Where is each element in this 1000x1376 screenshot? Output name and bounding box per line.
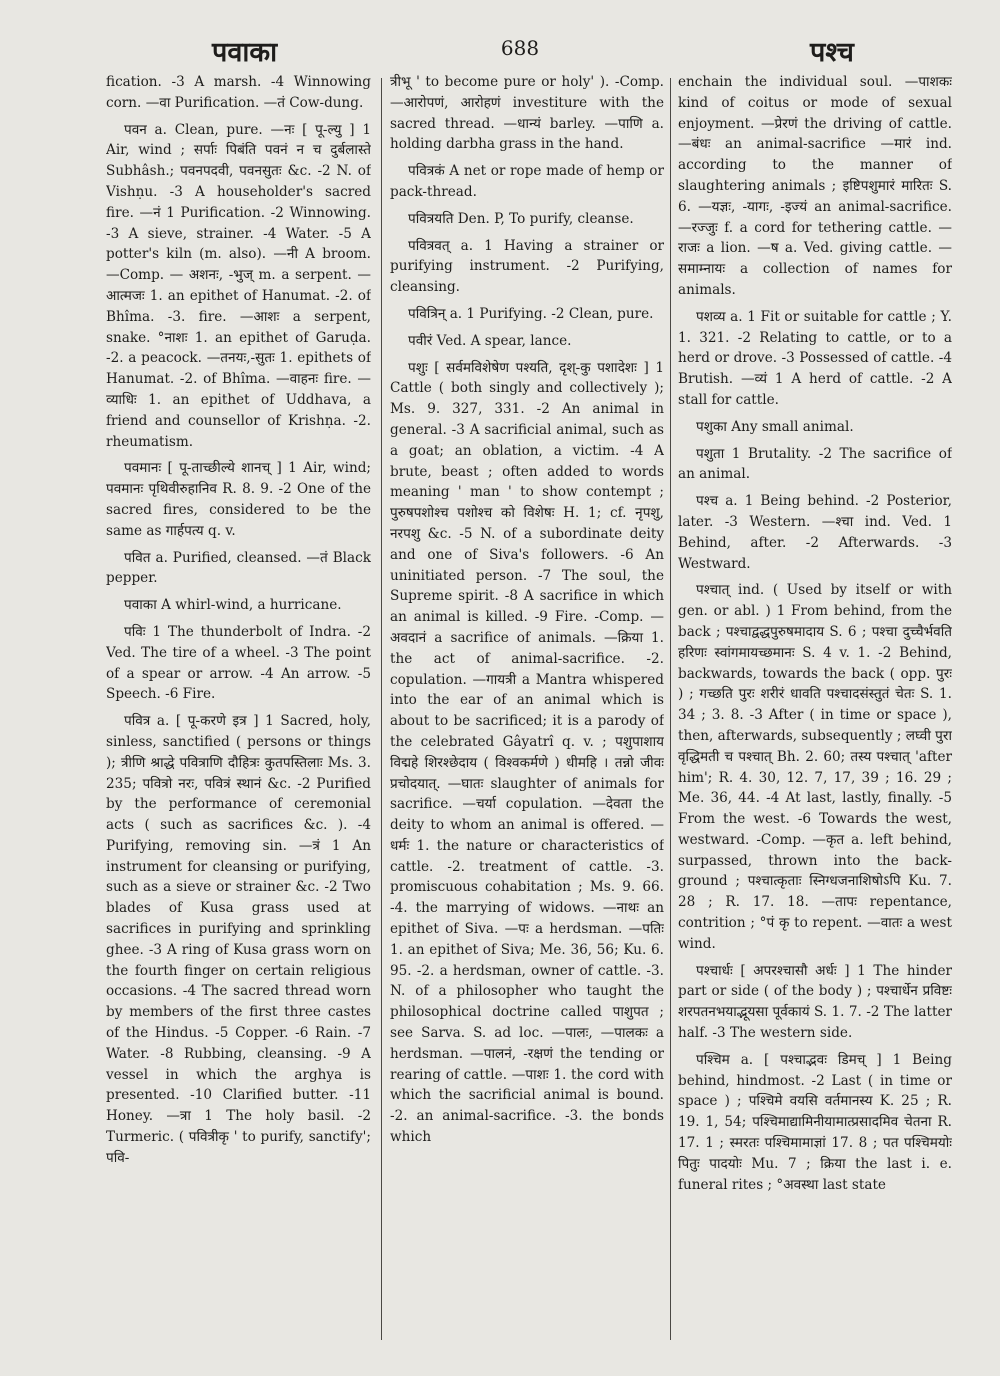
entry: पवीरं Ved. A spear, lance. xyxy=(408,332,572,349)
entry: पवित्रकं A net or rope made of hemp or pack-thread. xyxy=(390,163,664,200)
entry: पवित a. Purified, cleansed. —तं Black pepper. xyxy=(106,549,371,587)
page-number: 688 xyxy=(500,36,540,60)
entry: पवित्रवत् a. 1 Having a strainer or purifying instrument. -2 Purifying, cleansing. xyxy=(390,237,664,296)
entry: पवित्रयति Den. P, To purify, cleanse. xyxy=(408,210,634,227)
right-running-headword: पश्च xyxy=(810,37,854,68)
page-header xyxy=(0,22,1000,74)
entry: पश्चिम a. [ पश्चाद्भवः डिमच् ] 1 Being behind, hindmost. -2 Last ( in time or space ) ; पश्चिमे वयसि वर्तमानस्य K. 25 ; R. 19. 1, 54; पश्चिमाद्यामिनीयामात्प्रसादमिव चेतना R. 17. 1 ; स्मरतः पश्चिमामाज्ञां 17. 8 ; पत पश्चिमयोः पितुः पादयोः Mu. 7 ; क्रिया the last i. e. funeral rites ; °अवस्था last state xyxy=(678,1051,952,1193)
entry: पशव्य a. 1 Fit or suitable for cattle ; Y. 1. 321. -2 Relating to cattle, or to a herd or drove. -3 Possessed of cattle. -4 Brutish. —व्यं 1 A herd of cattle. -2 A stall for cattle. xyxy=(678,308,952,408)
left-running-headword: पवाका xyxy=(212,37,278,68)
entry: पश्च a. 1 Being behind. -2 Posterior, later. -3 Western. —श्चा ind. Ved. 1 Behind, after. -2 Afterwards. -3 Westward. xyxy=(678,493,952,572)
entry: enchain the individual soul. —पाशकः kind of coitus or mode of sexual enjoyment. —प्रेरणं the driving of cattle. —बंधः an animal-sacrifice —मारं ind. according to the manner of slaughtering animals ; इष्टिपशुमारं मारितः S. 6. —यज्ञः, -यागः, -इज्यं an animal-sacrifice. —रज्जुः f. a cord for tethering cattle. —राजः a lion. —ष a. Ved. giving cattle. —समाम्नायः a collection of names for animals. xyxy=(678,74,952,298)
entry: पवाका A whirl-wind, a hurricane. xyxy=(124,597,342,614)
entry: पश्चार्धः [ अपरश्चासौ अर्धः ] 1 The hinder part or side ( of the body ) ; पश्चार्धेन प्रविष्टः शरपतनभयाद्भूयसा पूर्वकायं S. 1. 7. -2 The latter half. -3 The western side. xyxy=(678,962,952,1042)
entry: पवन a. Clean, pure. —नः [ पू-ल्यु ] 1 Air, wind ; सर्पाः पिबंति पवनं न च दुर्बलास्ते Subhâsh.; पवनपदवी, पवनसुतः &c. -2 N. of Vishṇu. -3 A householder's sacred fire. —नं 1 Purification. -2 Winnowing. -3 A sieve, strainer. -4 Water. -5 A potter's kiln (m. also). —नी A broom. —Comp. — अशनः, -भुज् m. a serpent. —आत्मजः 1. an epithet of Hanumat. -2. of Bhîma. -3. fire. —आशः a serpent, snake. °नाशः 1. an epithet of Garuḍa. -2. a peacock. —तनयः,-सुतः 1. epithets of Hanumat. -2. of Bhîma. —वाहनः fire. —व्याधिः 1. an epithet of Uddhava, a friend and counsellor of Krishṇa. -2. rheumatism. xyxy=(106,121,371,450)
entry: पवित्र a. [ पू-करणे इत्र ] 1 Sacred, holy, sinless, sanctified ( persons or things ); त्रीणि श्राद्धे पवित्राणि दौहित्रः कुतपस्तिलाः Ms. 3. 235; पवित्रो नरः, पवित्रं स्थानं &c. -2 Purified by the performance of ceremonial acts ( such as sacrifices &c. ). -4 Purifying, removing sin. —त्रं 1 An instrument for cleansing or purifying, such as a sieve or strainer &c. -2 Two blades of Kusa grass used at sacrifices in purifying and sprinkling ghee. -3 A ring of Kusa grass worn on the fourth finger on certain religious occasions. -4 The sacred thread worn by members of the first three castes of the Hindus. -5 Copper. -6 Rain. -7 Water. -8 Rubbing, cleansing. -9 A vessel in which the arghya is presented. -10 Clarified butter. -11 Honey. —त्रा 1 The holy basil. -2 Turmeric. ( पवित्रीकृ ' to purify, sanctify'; पवि- xyxy=(106,713,371,1166)
entry: fication. -3 A marsh. -4 Winnowing corn. —वा Purification. —तं Cow-dung. xyxy=(106,74,371,111)
entry: पवमानः [ पू-ताच्छील्ये शानच् ] 1 Air, wind; पवमानः पृथिवीरुहानिव R. 8. 9. -2 One of the sacred fires, considered to be the same as गार्हपत्य q. v. xyxy=(106,460,371,539)
entry: पशुका Any small animal. xyxy=(696,418,854,435)
column-right xyxy=(678,72,952,1340)
column-divider-right xyxy=(670,78,671,1340)
column-middle xyxy=(390,72,664,1340)
entry: पवित्रिन् a. 1 Purifying. -2 Clean, pure. xyxy=(408,305,654,322)
column-left xyxy=(106,72,371,1340)
entry: पशुः [ सर्वमविशेषेण पश्यति, दृश्-कु पशादेशः ] 1 Cattle ( both singly and collectively ); Ms. 9. 327, 331. -2 An animal in general. -3 A sacrificial animal, such as a goat; an oblation, a victim. -4 A brute, beast ; often added to words meaning ' man ' to show contempt ; पुरुषपशोश्च पशोश्च को विशेषः H. 1; cf. नृपशु, नरपशु &c. -5 N. of a subordinate deity and one of Siva's followers. -6 An uninitiated person. -7 The soul, the Supreme spirit. -8 A sacrifice in which an animal is killed. -9 Fire. -Comp. — अवदानं a sacrifice of animals. —क्रिया 1. the act of animal-sacrifice. -2. copulation. —गायत्री a Mantra whispered into the ear of an animal which is about to be sacrificed; it is a parody of the celebrated Gâyatrî q. v. ; पशुपाशाय विद्महे शिरश्छेदाय ( विश्वकर्मणे ) धीमहि । तन्नो जीवः प्रचोदयात्. —घातः slaughter of animals for sacrifice. —चर्या copulation. —देवता the deity to whom an animal is offered. —धर्मः 1. the nature or characteristics of cattle. -2. treatment of cattle. -3. promiscuous cohabitation ; Ms. 9. 66. -4. the marrying of widows. —नाथः an epithet of Siva. —पः a herdsman. —पतिः 1. an epithet of Siva; Me. 36, 56; Ku. 6. 95. -2. a herdsman, owner of cattle. -3. N. of a philosopher who taught the philosophical doctrine called पाशुपत ; see Sarva. S. ad loc. —पालः, —पालकः a herdsman. —पालनं, -रक्षणं the tending or rearing of cattle. —पाशः 1. the cord with which the sacrificial animal is bound. -2. an animal-sacrifice. -3. the bonds which xyxy=(390,359,664,1146)
entry: पश्चात् ind. ( Used by itself or with gen. or abl. ) 1 From behind, from the back ; पश्चाद्वद्धपुरुषमादाय S. 6 ; पश्चा दुच्चैर्भवति हरिणः स्वांगमायच्छमानः S. 4 v. 1. -2 Behind, backwards, towards the back ( opp. पुरः ) ; गच्छति पुरः शरीरं धावति पश्चादसंस्तुतं चेतः S. 1. 34 ; 3. 8. -3 After ( in time or space ), then, afterwards, subsequently ; लघ्वी पुरा वृद्धिमती च पश्चात् Bh. 2. 60; तस्य पश्चात् 'after him'; R. 4. 30, 12. 7, 17, 39 ; 16. 29 ; Me. 36, 44. -4 At last, lastly, finally. -5 From the west. -6 Towards the west, westward. -Comp. —कृत a. left behind, surpassed, thrown into the back-ground ; पश्चात्कृताः स्निग्धजनाशिषोऽपि Ku. 7. 28 ; R. 17. 18. —तापः repentance, contrition ; °पं कृ to repent. —वातः a west wind. xyxy=(678,582,952,952)
entry: पशुता 1 Brutality. -2 The sacrifice of an animal. xyxy=(678,445,952,483)
entry: त्रीभू ' to become pure or holy' ). -Comp. —आरोपणं, आरोहणं investiture with the sacred thread. —धान्यं barley. —पाणि a. holding darbha grass in the hand. xyxy=(390,74,664,153)
column-divider-left xyxy=(381,78,382,1340)
entry: पविः 1 The thunderbolt of Indra. -2 Ved. The tire of a wheel. -3 The point of a spear or arrow. -4 An arrow. -5 Speech. -6 Fire. xyxy=(106,623,371,703)
